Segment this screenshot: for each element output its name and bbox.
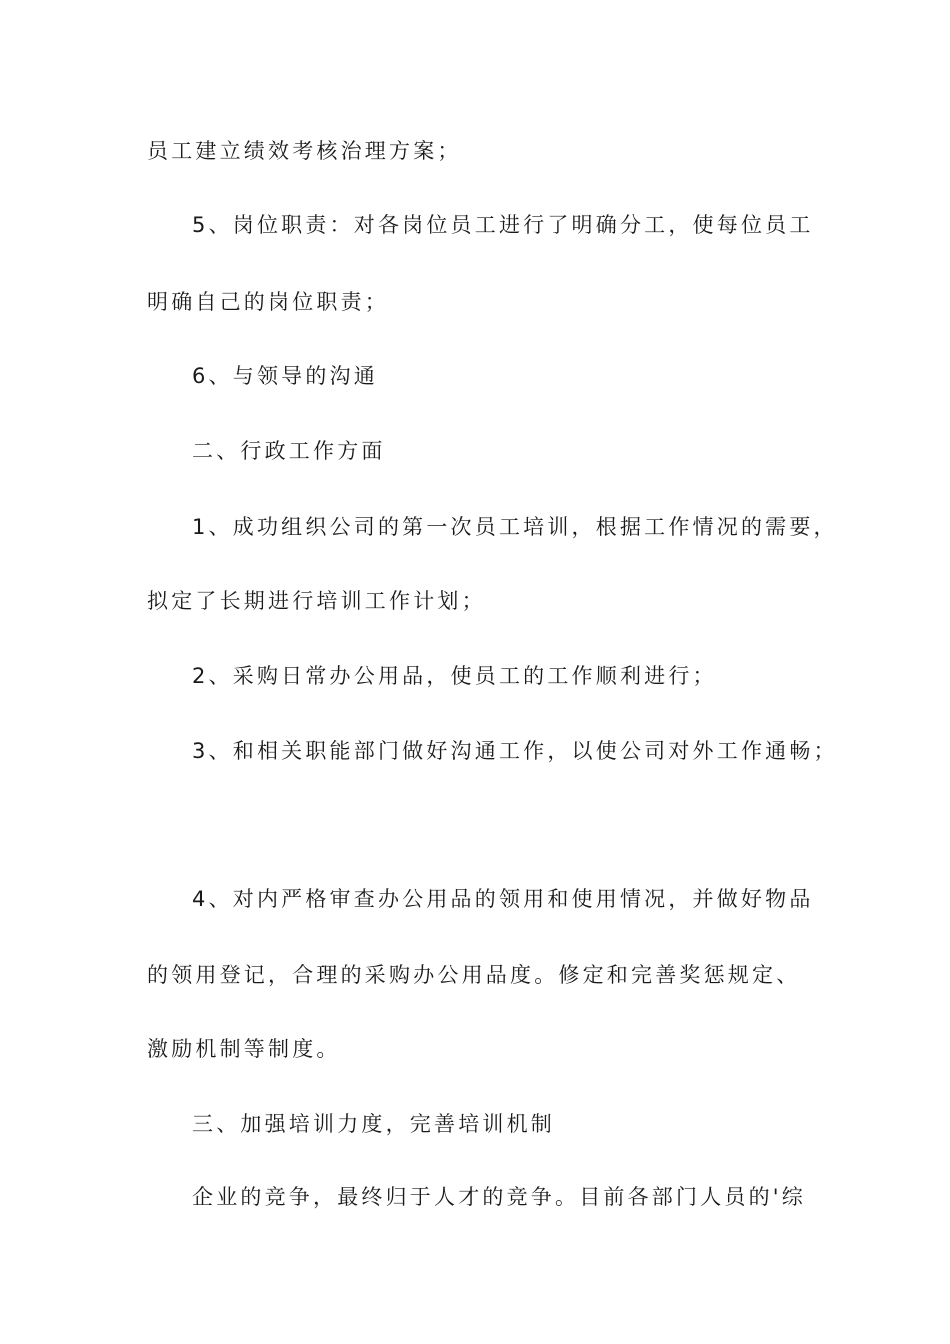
paragraph-line: 1、成功组织公司的第一次员工培训，根据工作情况的需要， [192,515,838,539]
paragraph-line: 激励机制等制度。 [147,1037,341,1061]
paragraph-line: 明确自己的岗位职责； [147,290,389,314]
paragraph-line: 6、与领导的沟通 [192,364,378,388]
paragraph-line: 企业的竞争，最终归于人才的竞争。目前各部门人员的'综 [192,1185,806,1209]
paragraph-line: 拟定了长期进行培训工作计划； [147,589,486,613]
paragraph-line: 3、和相关职能部门做好沟通工作，以使公司对外工作通畅； [192,739,838,763]
paragraph-line: 5、岗位职责：对各岗位员工进行了明确分工，使每位员工 [192,213,814,237]
paragraph-line: 4、对内严格审查办公用品的领用和使用情况，并做好物品 [192,887,814,911]
section-heading: 二、行政工作方面 [192,439,386,463]
paragraph-line: 的领用登记，合理的采购办公用品度。修定和完善奖惩规定、 [147,963,801,987]
section-heading: 三、加强培训力度，完善培训机制 [192,1112,555,1136]
paragraph-line: 员工建立绩效考核治理方案； [147,139,462,163]
paragraph-line: 2、采购日常办公用品，使员工的工作顺利进行； [192,664,717,688]
